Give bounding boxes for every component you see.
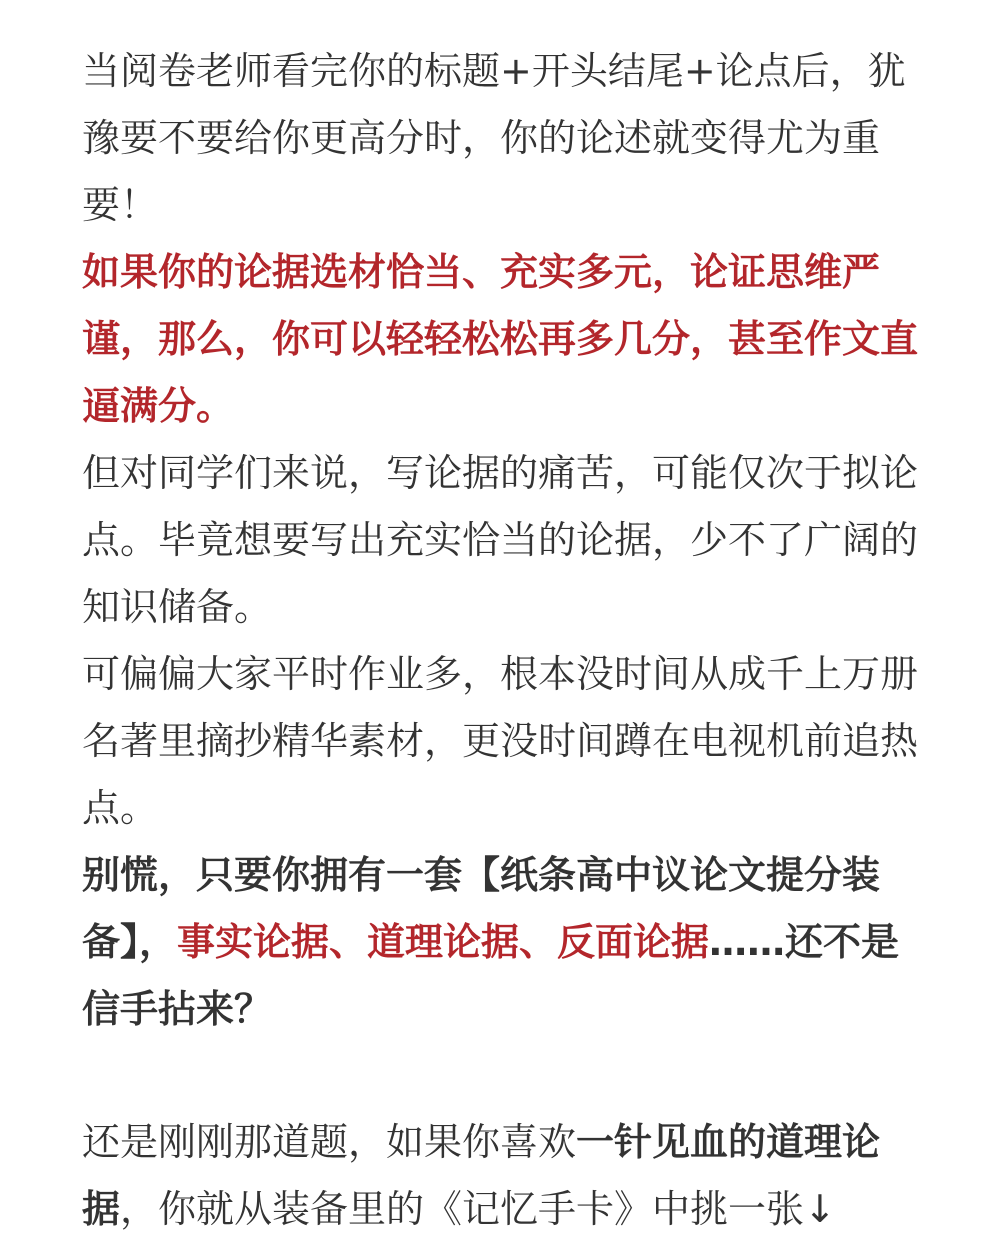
paragraph-pain: 但对同学们来说，写论据的痛苦，可能仅次于拟论点。毕竟想要写出充实恰当的论据，少不了广阔的知识储备。	[82, 451, 919, 629]
example-emphasis: 一针见血的道理论据	[82, 1120, 881, 1231]
equipment-tail-text: ……还不是信手拈来？	[82, 920, 900, 1031]
paragraph-equipment	[82, 842, 922, 1043]
example-tail-text: ，你就从装备里的《记忆手卡》中挑一张↓	[120, 1187, 836, 1231]
evidence-types-emphasis: 事实论据、道理论据、反面论据	[177, 920, 710, 964]
article-body	[82, 38, 922, 1243]
equipment-text: 别慌，只要你拥有一套【纸条高中议论文提分装备】，	[82, 853, 881, 964]
paragraph-example	[82, 1109, 922, 1243]
paragraph-intro: 当阅卷老师看完你的标题+开头结尾+论点后，犹豫要不要给你更高分时，你的论述就变得尤为重要！	[82, 49, 906, 227]
paragraph-highlight: 如果你的论据选材恰当、充实多元，论证思维严谨，那么，你可以轻轻松松再多几分，甚至作文直逼满分。	[82, 250, 919, 428]
example-text: 还是刚刚那道题，如果你喜欢	[82, 1120, 577, 1164]
paragraph-busy: 可偏偏大家平时作业多，根本没时间从成千上万册名著里摘抄精华素材，更没时间蹲在电视机前追热点。	[82, 652, 919, 830]
